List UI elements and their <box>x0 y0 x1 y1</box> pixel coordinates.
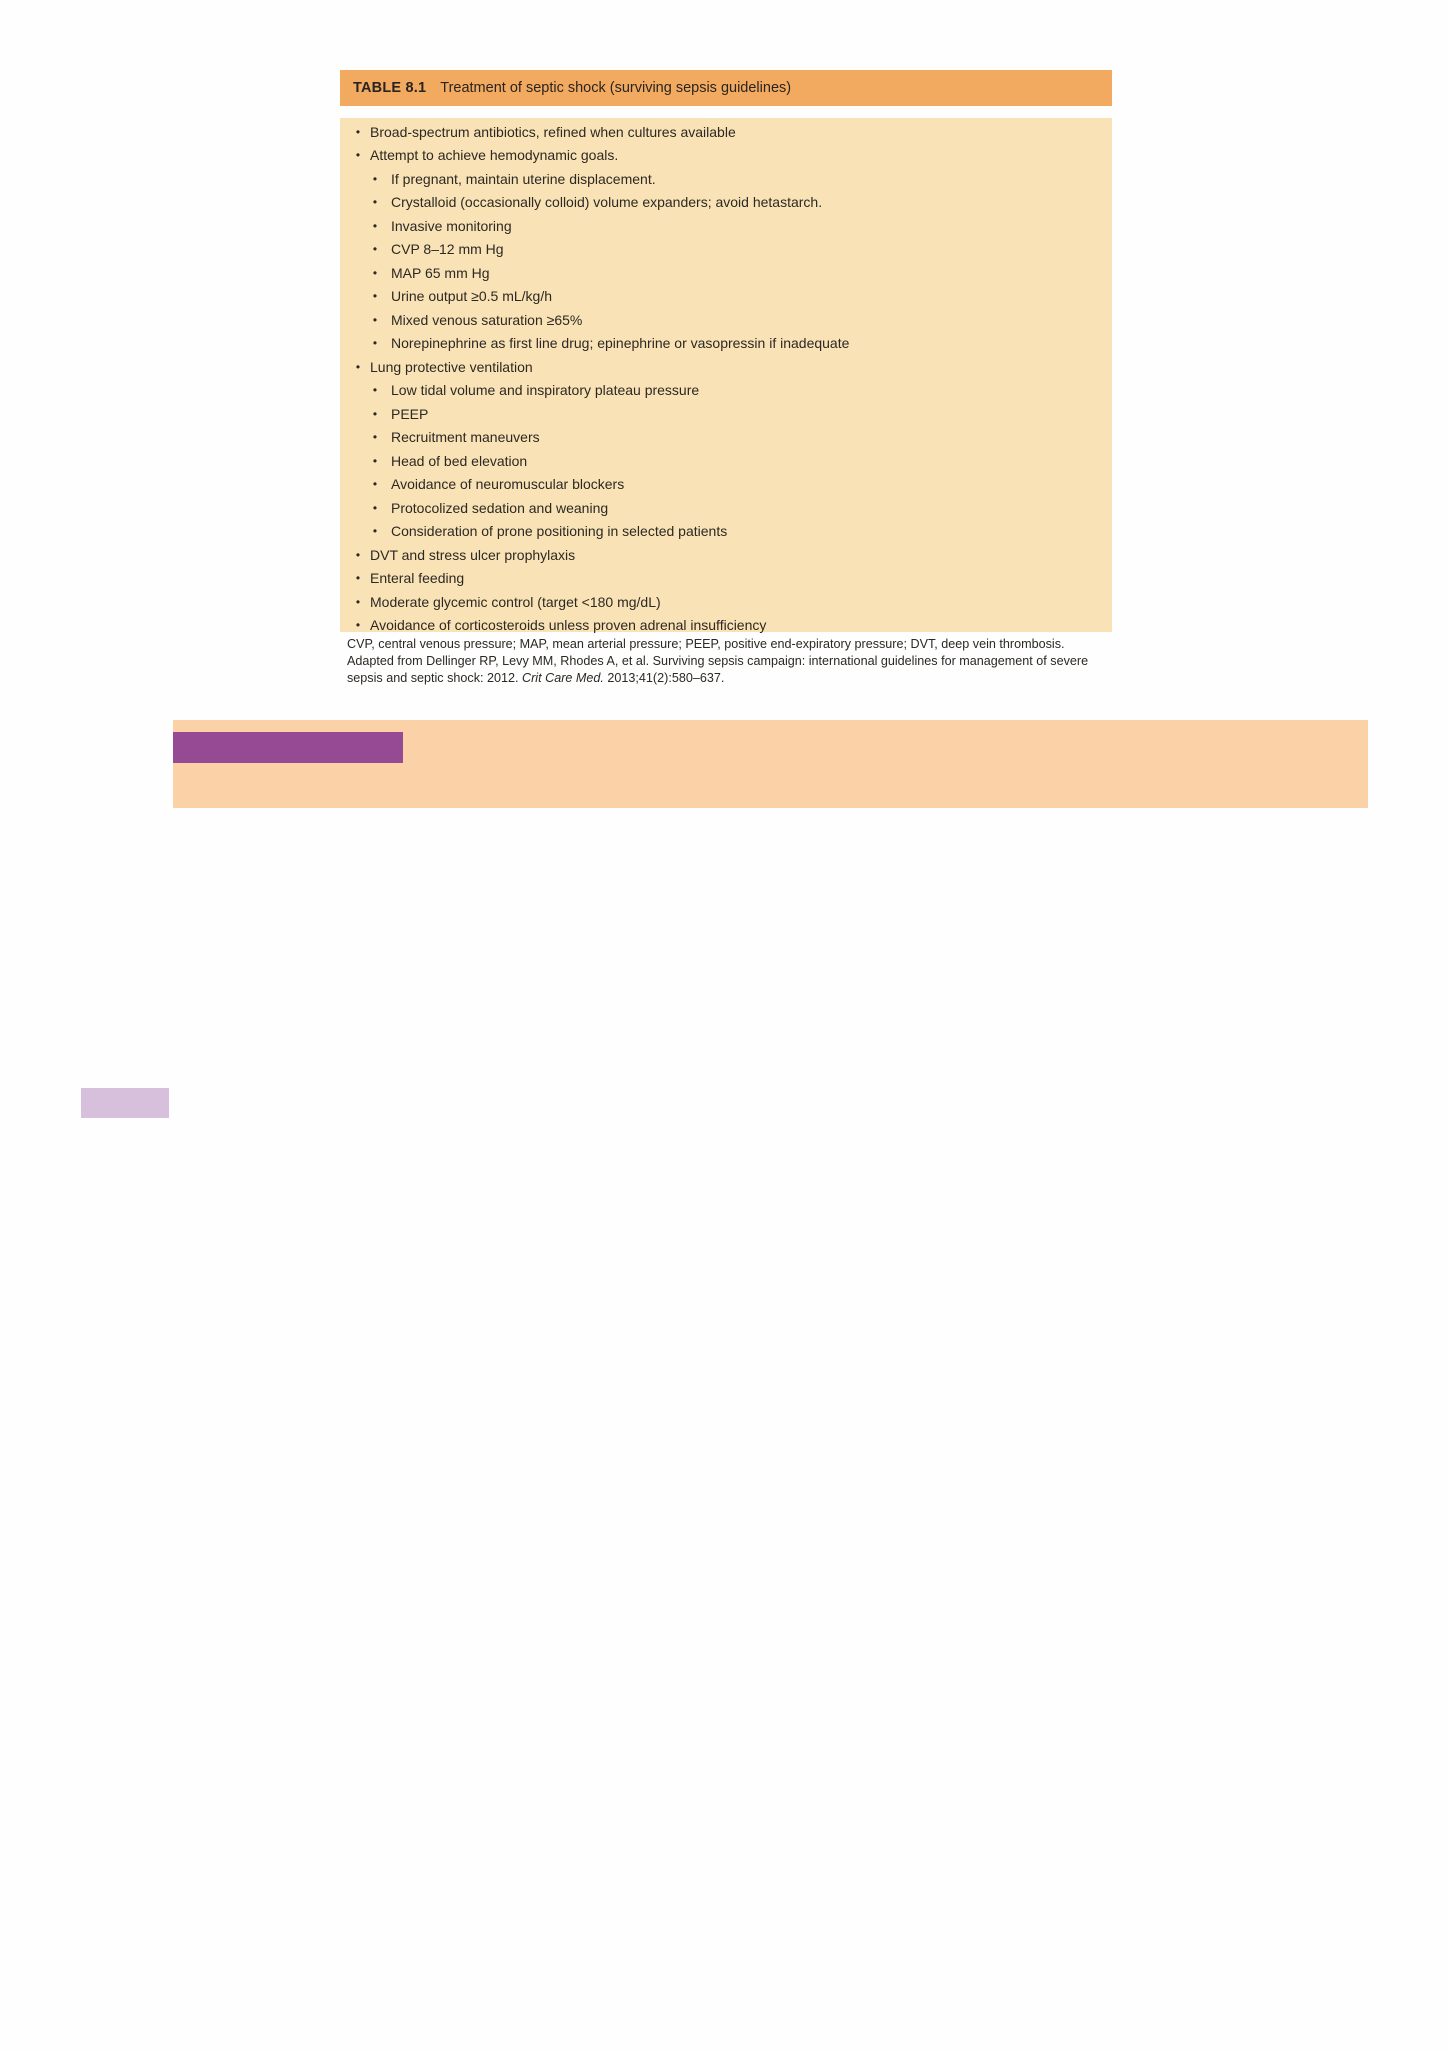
table-list-item <box>340 355 1112 379</box>
footnote-source: Adapted from Dellinger RP, Levy MM, Rhodes A, et al. Surviving sepsis campaign: international guidelines for management of severe sepsis and septic shock: 2012. <box>347 654 1089 685</box>
table-list-item <box>340 167 1112 191</box>
table-list-item-text: Moderate glycemic control (target <180 mg/dL) <box>370 593 661 610</box>
highlight-box <box>173 720 1368 808</box>
footnote-abbreviations: CVP, central venous pressure; MAP, mean arterial pressure; PEEP, positive end-expiratory pressure; DVT, deep vein thrombosis. <box>347 637 1065 651</box>
table-list-item-text: Enteral feeding <box>370 570 465 587</box>
table-list-item-text: Avoidance of neuromuscular blockers <box>391 476 625 493</box>
table-list-item <box>340 332 1112 356</box>
bullet-icon: • <box>372 524 378 539</box>
footnote-journal: Crit Care Med. <box>522 671 604 685</box>
table-body <box>340 118 1112 632</box>
table-title: Treatment of septic shock (surviving sepsis guidelines) <box>440 80 792 96</box>
table-list-item-text: Head of bed elevation <box>391 452 528 469</box>
table-list-item <box>340 426 1112 450</box>
margin-marker <box>81 1088 169 1118</box>
bullet-icon: • <box>372 406 378 421</box>
bullet-icon: • <box>372 430 378 445</box>
bullet-icon: • <box>372 477 378 492</box>
table-list-item <box>340 238 1112 262</box>
table-list-item <box>340 520 1112 544</box>
table-list-item <box>340 496 1112 520</box>
bullet-icon: • <box>372 171 378 186</box>
bullet-icon: • <box>372 336 378 351</box>
bullet-icon: • <box>355 124 361 139</box>
table-list-item-text: Urine output ≥0.5 mL/kg/h <box>391 288 552 305</box>
table-list-item-text: Low tidal volume and inspiratory plateau pressure <box>391 382 700 399</box>
table-8-1 <box>340 70 1112 687</box>
bullet-icon: • <box>372 265 378 280</box>
table-list-item-text: Invasive monitoring <box>391 217 512 234</box>
bullet-icon: • <box>355 359 361 374</box>
table-list-item <box>340 567 1112 591</box>
table-list-item-text: Attempt to achieve hemodynamic goals. <box>370 147 619 164</box>
table-list-item-text: Avoidance of corticosteroids unless proven adrenal insufficiency <box>370 617 767 634</box>
bullet-icon: • <box>372 312 378 327</box>
table-list-item <box>340 285 1112 309</box>
footnote-citation: 2013;41(2):580–637. <box>603 671 725 685</box>
bullet-icon: • <box>372 500 378 515</box>
table-list-item <box>340 308 1112 332</box>
table-list-item <box>340 144 1112 168</box>
table-list-item-text: CVP 8–12 mm Hg <box>391 241 504 258</box>
table-header <box>340 70 1112 106</box>
table-list-item-text: Mixed venous saturation ≥65% <box>391 311 583 328</box>
table-list-item-text: MAP 65 mm Hg <box>391 264 490 281</box>
table-list-item <box>340 473 1112 497</box>
table-footnote <box>340 632 1112 687</box>
bullet-icon: • <box>372 289 378 304</box>
bullet-icon: • <box>372 242 378 257</box>
table-list-item <box>340 402 1112 426</box>
table-list-item <box>340 543 1112 567</box>
table-list-item-text: Norepinephrine as first line drug; epinephrine or vasopressin if inadequate <box>391 335 850 352</box>
table-list-item <box>340 261 1112 285</box>
table-list-item <box>340 120 1112 144</box>
table-list-item-text: Broad-spectrum antibiotics, refined when cultures available <box>370 123 736 140</box>
table-label: TABLE 8.1 <box>353 80 427 96</box>
table-list-item-text: Lung protective ventilation <box>370 358 533 375</box>
bullet-icon: • <box>355 571 361 586</box>
bullet-icon: • <box>372 383 378 398</box>
table-list-item <box>340 379 1112 403</box>
bullet-icon: • <box>372 195 378 210</box>
table-list-item <box>340 214 1112 238</box>
box-tab <box>173 732 403 763</box>
table-list-item <box>340 449 1112 473</box>
table-list-item-text: Consideration of prone positioning in selected patients <box>391 523 728 540</box>
table-list-item <box>340 590 1112 614</box>
table-list-item-text: PEEP <box>391 405 429 422</box>
bullet-icon: • <box>355 618 361 633</box>
table-list-item-text: Crystalloid (occasionally colloid) volume expanders; avoid hetastarch. <box>391 194 823 211</box>
bullet-icon: • <box>372 453 378 468</box>
bullet-icon: • <box>372 218 378 233</box>
bullet-icon: • <box>355 148 361 163</box>
bullet-icon: • <box>355 547 361 562</box>
table-list-item-text: Recruitment maneuvers <box>391 429 540 446</box>
table-list-item-text: If pregnant, maintain uterine displacement. <box>391 170 656 187</box>
table-list-item-text: Protocolized sedation and weaning <box>391 499 609 516</box>
table-list-item <box>340 191 1112 215</box>
table-list-item-text: DVT and stress ulcer prophylaxis <box>370 546 576 563</box>
bullet-icon: • <box>355 594 361 609</box>
